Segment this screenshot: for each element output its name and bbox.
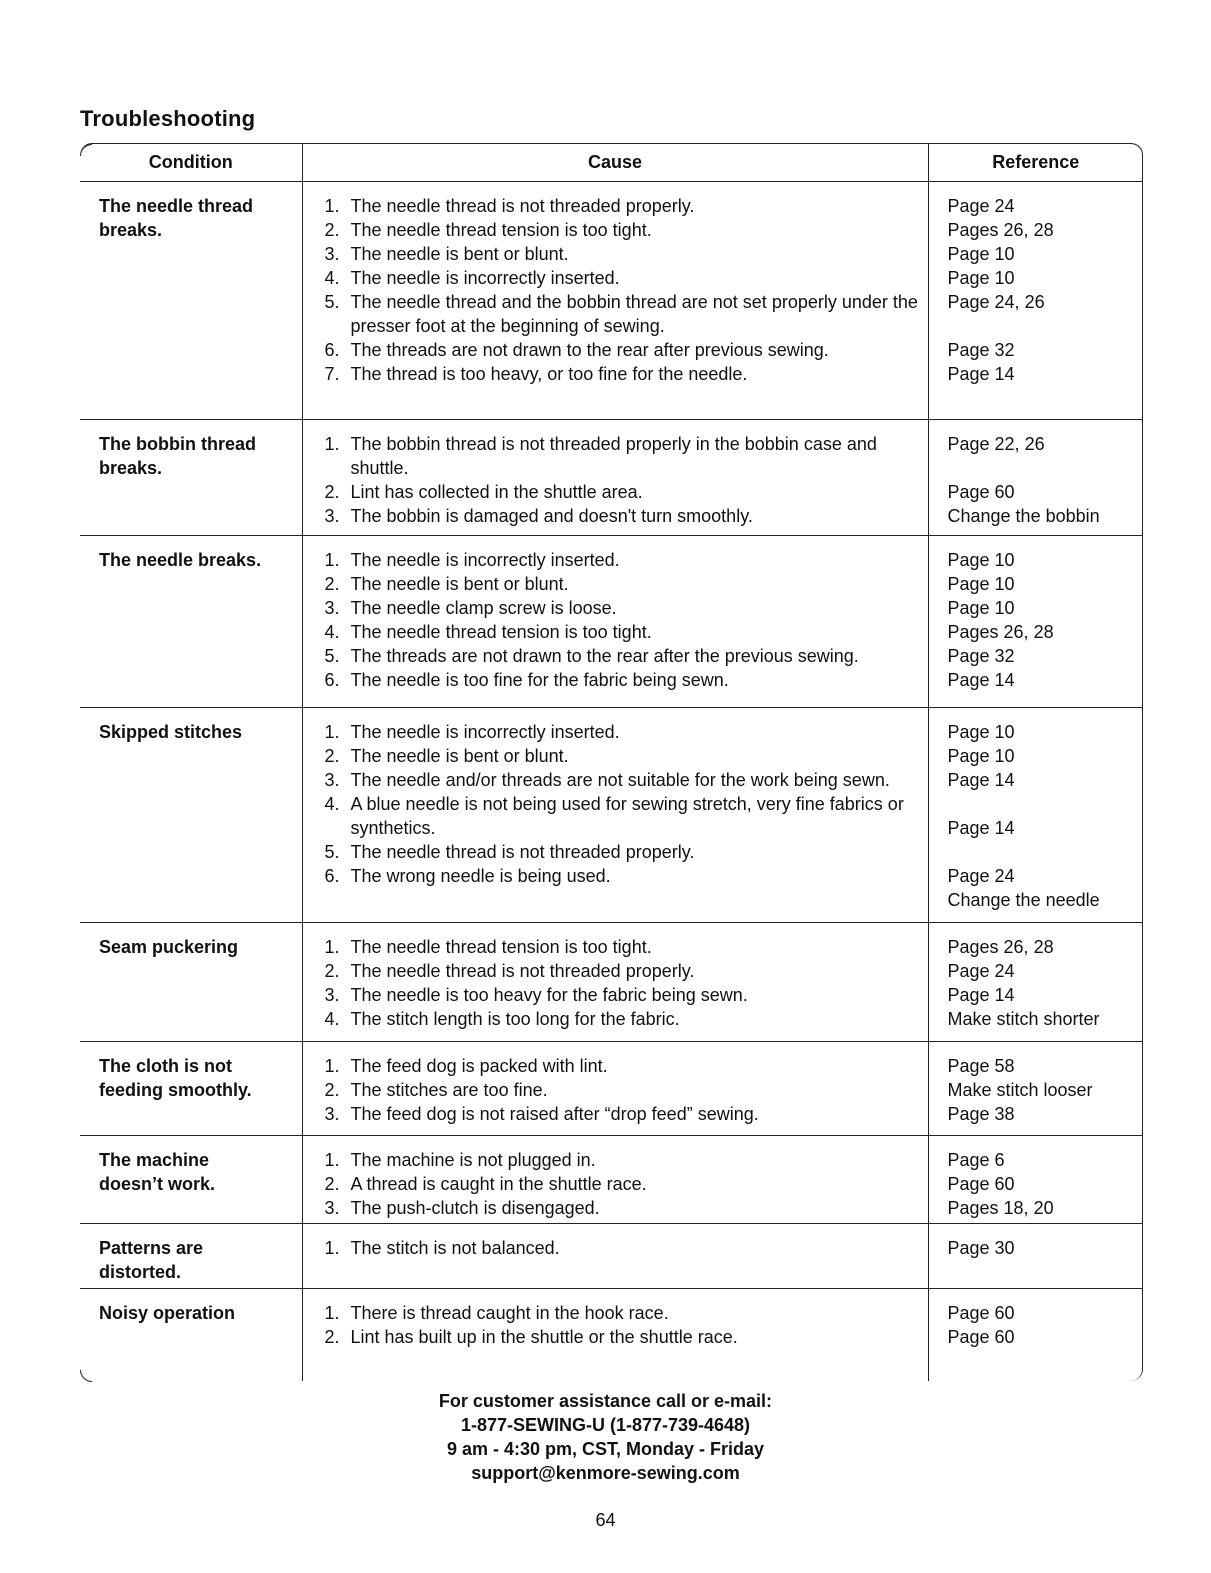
cause-number: 5. [324, 842, 340, 862]
cause-number: 4. [324, 622, 340, 642]
reference-line: Pages 26, 28 [947, 220, 1054, 240]
reference-line: Page 24 [947, 961, 1015, 981]
cause-item [325, 194, 928, 218]
condition-cell [80, 536, 302, 708]
cause-item [325, 218, 928, 242]
cause-text: There is thread caught in the hook race. [350, 1303, 669, 1323]
cause-number: 1. [324, 550, 340, 570]
cause-text: The wrong needle is being used. [350, 866, 611, 886]
reference-line: Pages 26, 28 [947, 937, 1054, 957]
cause-number: 2. [324, 1327, 340, 1347]
table-row [80, 1224, 1143, 1289]
cause-cell [302, 1136, 928, 1224]
cause-item [325, 668, 928, 692]
cause-number: 7. [324, 364, 340, 384]
cause-item [325, 840, 928, 864]
cause-item [325, 644, 928, 668]
reference-line: Pages 26, 28 [947, 622, 1054, 642]
reference-line: Change the bobbin [947, 506, 1100, 526]
cause-cell [302, 1042, 928, 1136]
cause-number: 2. [324, 1174, 340, 1194]
reference-cell [928, 1289, 1143, 1381]
reference-line: Page 14 [947, 818, 1015, 838]
cause-text: The needle and/or threads are not suitable for the work being sewn. [350, 770, 890, 790]
cause-text: Lint has collected in the shuttle area. [350, 482, 643, 502]
cause-text: The needle is bent or blunt. [350, 244, 569, 264]
cause-number: 6. [324, 866, 340, 886]
reference-line: Page 10 [947, 268, 1015, 288]
cause-text: The needle is too heavy for the fabric being sewn. [350, 985, 748, 1005]
cause-text: The needle thread is not threaded properly. [350, 842, 695, 862]
cause-text: The machine is not plugged in. [350, 1150, 596, 1170]
table-header-row [80, 143, 1143, 182]
cause-item [325, 1007, 928, 1031]
cause-text: The needle thread tension is too tight. [350, 220, 652, 240]
cause-cell [302, 182, 928, 420]
cause-number: 2. [324, 746, 340, 766]
reference-cell [928, 420, 1143, 536]
cause-text: Lint has built up in the shuttle or the shuttle race. [350, 1327, 738, 1347]
assistance-phone: 1-877-SEWING-U (1-877-739-4648) [460, 1415, 751, 1435]
reference-line: Page 22, 26 [947, 434, 1045, 454]
condition-line: The cloth is not [99, 1056, 232, 1076]
cause-text: The threads are not drawn to the rear after the previous sewing. [350, 646, 859, 666]
cause-number: 2. [324, 482, 340, 502]
page-number: 64 [595, 1510, 616, 1530]
condition-line: breaks. [99, 458, 163, 478]
reference-line: Page 60 [947, 482, 1015, 502]
cause-number: 1. [324, 1238, 340, 1258]
reference-line: Page 60 [947, 1303, 1015, 1323]
reference-line: Page 14 [947, 670, 1015, 690]
cause-number: 3. [324, 1198, 340, 1218]
cause-item [325, 1196, 928, 1220]
reference-line [948, 840, 1144, 864]
cause-text: The needle is incorrectly inserted. [350, 268, 620, 288]
cause-item [325, 720, 928, 744]
reference-line: Page 14 [947, 364, 1015, 384]
table-row [80, 923, 1143, 1042]
cause-cell [302, 923, 928, 1042]
cause-text: The needle thread tension is too tight. [350, 937, 652, 957]
cause-item [325, 768, 928, 792]
cause-item [325, 983, 928, 1007]
cause-item [325, 290, 928, 338]
cause-number: 3. [324, 1104, 340, 1124]
cause-item [325, 362, 928, 386]
cause-text: The push-clutch is disengaged. [350, 1198, 600, 1218]
cause-number: 2. [324, 220, 340, 240]
table-row [80, 182, 1143, 420]
cause-text: The bobbin is damaged and doesn't turn smoothly. [350, 506, 753, 526]
cause-text: The feed dog is packed with lint. [350, 1056, 608, 1076]
cause-number: 3. [324, 598, 340, 618]
reference-cell [928, 923, 1143, 1042]
cause-number: 3. [324, 770, 340, 790]
condition-line: feeding smoothly. [99, 1080, 252, 1100]
cause-number: 1. [324, 434, 340, 454]
condition-cell [80, 420, 302, 536]
table-row [80, 536, 1143, 708]
reference-line: Make stitch looser [947, 1080, 1093, 1100]
condition-line: The needle thread [99, 196, 254, 216]
reference-cell [928, 182, 1143, 420]
cause-item [325, 266, 928, 290]
cause-number: 1. [324, 196, 340, 216]
header-reference: Reference [928, 143, 1143, 182]
condition-cell [80, 708, 302, 923]
cause-number: 2. [324, 961, 340, 981]
cause-item [325, 864, 928, 888]
troubleshooting-table [80, 143, 1143, 1381]
cause-number: 2. [324, 574, 340, 594]
reference-line: Page 10 [947, 550, 1015, 570]
cause-item [325, 1078, 928, 1102]
cause-item [325, 935, 928, 959]
cause-text: The needle is incorrectly inserted. [350, 722, 620, 742]
cause-item [325, 1301, 928, 1325]
condition-cell [80, 182, 302, 420]
cause-number: 5. [324, 292, 340, 312]
cause-cell [302, 1289, 928, 1381]
table-row [80, 1289, 1143, 1381]
condition-line: doesn’t work. [99, 1174, 216, 1194]
reference-line: Page 10 [947, 722, 1015, 742]
reference-line: Page 58 [947, 1056, 1015, 1076]
cause-text: The needle thread tension is too tight. [350, 622, 652, 642]
reference-line: Page 10 [947, 244, 1015, 264]
reference-line [948, 314, 1144, 338]
cause-number: 1. [324, 937, 340, 957]
cause-text: The needle is bent or blunt. [350, 574, 569, 594]
reference-line: Page 24 [947, 866, 1015, 886]
cause-text: The bobbin thread is not threaded properly in the bobbin case and shuttle. [350, 434, 877, 478]
condition-cell [80, 1224, 302, 1289]
cause-text: The needle thread is not threaded properly. [350, 961, 695, 981]
reference-line: Change the needle [947, 890, 1100, 910]
cause-number: 4. [324, 794, 340, 814]
cause-item [325, 338, 928, 362]
cause-text: A thread is caught in the shuttle race. [350, 1174, 647, 1194]
cause-number: 6. [324, 670, 340, 690]
cause-item [325, 959, 928, 983]
cause-number: 1. [324, 1056, 340, 1076]
customer-assistance [0, 1389, 1211, 1485]
cause-item [325, 596, 928, 620]
cause-text: The stitch is not balanced. [350, 1238, 560, 1258]
reference-line: Page 32 [947, 340, 1015, 360]
cause-number: 6. [324, 340, 340, 360]
table-row [80, 1042, 1143, 1136]
cause-text: The needle clamp screw is loose. [350, 598, 617, 618]
cause-text: The thread is too heavy, or too fine for the needle. [350, 364, 748, 384]
reference-line: Page 24 [947, 196, 1015, 216]
cause-item [325, 242, 928, 266]
reference-line: Page 10 [947, 598, 1015, 618]
header-cause: Cause [302, 143, 928, 182]
reference-line: Page 38 [947, 1104, 1015, 1124]
cause-number: 3. [324, 506, 340, 526]
cause-cell [302, 1224, 928, 1289]
condition-line: distorted. [99, 1262, 182, 1282]
cause-number: 4. [324, 1009, 340, 1029]
reference-line: Pages 18, 20 [947, 1198, 1054, 1218]
table-row [80, 1136, 1143, 1224]
cause-item [325, 432, 928, 480]
cause-item [325, 792, 928, 840]
assistance-hours: 9 am - 4:30 pm, CST, Monday - Friday [446, 1439, 765, 1459]
condition-line: Patterns are [99, 1238, 204, 1258]
condition-line: breaks. [99, 220, 163, 240]
reference-line: Page 10 [947, 574, 1015, 594]
condition-line: The needle breaks. [99, 550, 262, 570]
condition-cell [80, 1289, 302, 1381]
reference-line: Page 60 [947, 1174, 1015, 1194]
reference-line: Page 14 [947, 985, 1015, 1005]
condition-cell [80, 923, 302, 1042]
cause-text: The needle thread is not threaded properly. [350, 196, 695, 216]
cause-item [325, 1325, 928, 1349]
reference-line: Make stitch shorter [947, 1009, 1100, 1029]
table-row [80, 708, 1143, 923]
cause-number: 1. [324, 1150, 340, 1170]
cause-item [325, 1172, 928, 1196]
cause-text: The feed dog is not raised after “drop feed” sewing. [350, 1104, 759, 1124]
cause-cell [302, 536, 928, 708]
reference-line: Page 10 [947, 746, 1015, 766]
cause-item [325, 744, 928, 768]
condition-line: The machine [99, 1150, 210, 1170]
cause-text: The stitch length is too long for the fabric. [350, 1009, 680, 1029]
condition-cell [80, 1042, 302, 1136]
assistance-heading: For customer assistance call or e-mail: [438, 1391, 773, 1411]
cause-item [325, 548, 928, 572]
cause-number: 1. [324, 1303, 340, 1323]
cause-number: 1. [324, 722, 340, 742]
condition-line: Seam puckering [99, 937, 239, 957]
cause-number: 2. [324, 1080, 340, 1100]
cause-text: A blue needle is not being used for sewing stretch, very fine fabrics or synthetics. [350, 794, 904, 838]
cause-text: The threads are not drawn to the rear after previous sewing. [350, 340, 829, 360]
cause-text: The needle thread and the bobbin thread are not set properly under the presser foot at the beginning of sewing. [350, 292, 918, 336]
cause-item [325, 1102, 928, 1126]
header-condition: Condition [80, 143, 302, 182]
condition-line: Skipped stitches [99, 722, 243, 742]
cause-item [325, 1148, 928, 1172]
reference-cell [928, 1136, 1143, 1224]
condition-line: Noisy operation [99, 1303, 236, 1323]
cause-number: 3. [324, 985, 340, 1005]
reference-line: Page 24, 26 [947, 292, 1045, 312]
cause-text: The stitches are too fine. [350, 1080, 548, 1100]
cause-number: 5. [324, 646, 340, 666]
reference-line: Page 60 [947, 1327, 1015, 1347]
cause-item [325, 1236, 928, 1260]
cause-text: The needle is bent or blunt. [350, 746, 569, 766]
cause-number: 3. [324, 244, 340, 264]
condition-cell [80, 1136, 302, 1224]
cause-cell [302, 708, 928, 923]
reference-line: Page 30 [947, 1238, 1015, 1258]
cause-item [325, 504, 928, 528]
reference-line: Page 6 [947, 1150, 1005, 1170]
reference-cell [928, 1224, 1143, 1289]
reference-line [948, 792, 1144, 816]
page-title: Troubleshooting [80, 106, 256, 131]
reference-line [948, 456, 1144, 480]
reference-cell [928, 1042, 1143, 1136]
cause-text: The needle is too fine for the fabric being sewn. [350, 670, 729, 690]
cause-text: The needle is incorrectly inserted. [350, 550, 620, 570]
condition-line: The bobbin thread [99, 434, 256, 454]
cause-number: 4. [324, 268, 340, 288]
table-row [80, 420, 1143, 536]
reference-cell [928, 708, 1143, 923]
assistance-email: support@kenmore-sewing.com [471, 1463, 740, 1483]
cause-cell [302, 420, 928, 536]
cause-item [325, 572, 928, 596]
reference-line: Page 14 [947, 770, 1015, 790]
cause-item [325, 480, 928, 504]
reference-line: Page 32 [947, 646, 1015, 666]
cause-item [325, 1054, 928, 1078]
reference-cell [928, 536, 1143, 708]
cause-item [325, 620, 928, 644]
